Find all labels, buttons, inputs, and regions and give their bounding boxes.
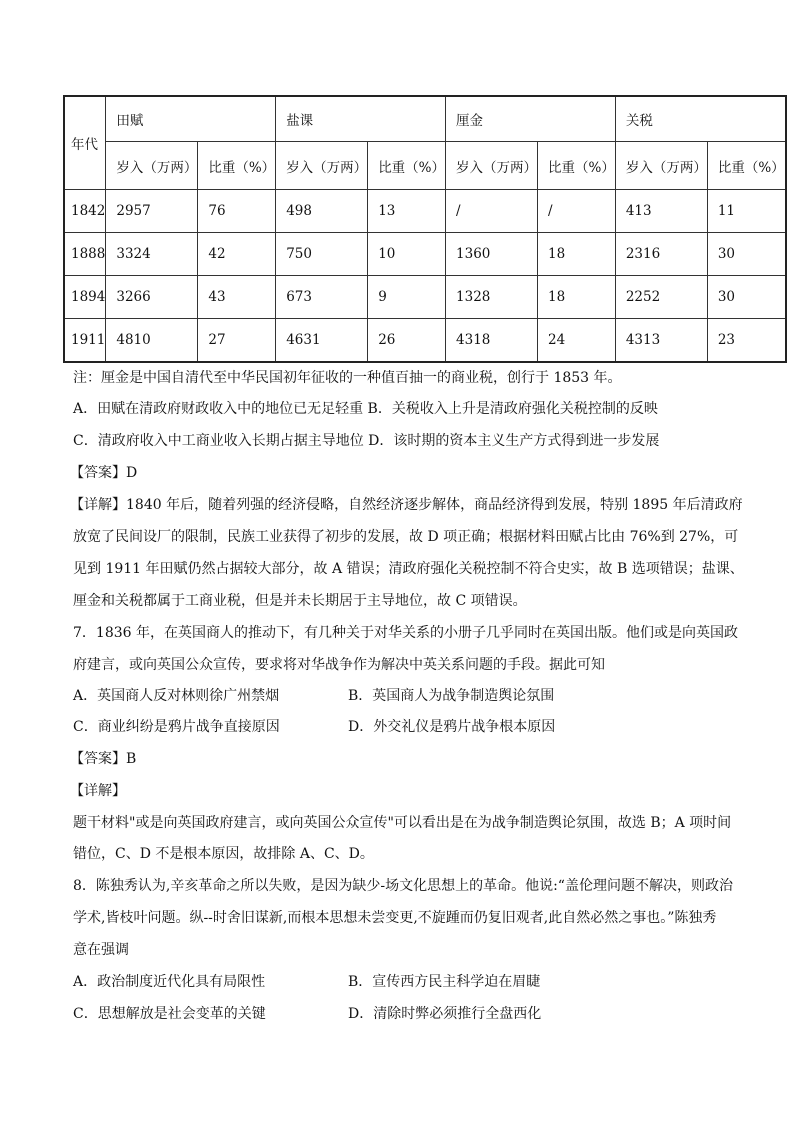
q8-stem-line: 意在强调	[73, 942, 129, 958]
table-cell: 4631	[276, 319, 368, 363]
table-cell: 2252	[615, 276, 707, 319]
table-cell: /	[538, 190, 616, 233]
q7-detail-line: 错位，C、D 不是根本原因，故排除 A、C、D。	[73, 846, 374, 862]
table-cell: 1360	[446, 233, 538, 276]
q7-option-a: A．英国商人反对林则徐广州禁烟	[73, 688, 280, 704]
table-cell: 26	[368, 319, 446, 363]
subheader-revenue: 岁入（万两）	[446, 142, 538, 190]
year-cell: 1894	[64, 276, 106, 319]
q7-detail-line: 题干材料"或是向英国政府建言，或向英国公众宣传"可以看出是在为战争制造舆论氛围，故选 B；A 项时间	[73, 815, 732, 831]
table-cell: 498	[276, 190, 368, 233]
q6-detail-line: 【详解】1840 年后，随着列强的经济侵略，自然经济逐步解体，商品经济得到发展，特别 1895 年后清政府	[70, 497, 743, 513]
table-cell: 18	[538, 276, 616, 319]
year-cell: 1842	[64, 190, 106, 233]
table-cell: 11	[707, 190, 785, 233]
table-cell: 3266	[106, 276, 198, 319]
group-header-tianfu: 田赋	[106, 96, 276, 142]
q7-stem-line: 府建言，或向英国公众宣传，要求将对华战争作为解决中英关系问题的手段。据此可知	[73, 657, 605, 673]
year-header: 年代	[64, 96, 106, 190]
table-row	[64, 233, 786, 276]
table-cell: 18	[538, 233, 616, 276]
q7-options-row	[73, 686, 713, 706]
table-row	[64, 276, 786, 319]
table-cell: 413	[615, 190, 707, 233]
subheader-revenue: 岁入（万两）	[615, 142, 707, 190]
q6-detail-line: 放宽了民间设厂的限制，民族工业获得了初步的发展，故 D 项正确；根据材料田赋占比由 76%到 27%，可	[73, 529, 739, 545]
table-cell: 27	[198, 319, 276, 363]
q8-option-b: B．宣传西方民主科学迫在眉睫	[348, 974, 541, 990]
table-cell: 13	[368, 190, 446, 233]
table-header-row	[64, 96, 786, 142]
table-cell: 2957	[106, 190, 198, 233]
q6-detail-line: 见到 1911 年田赋仍然占据较大部分，故 A 错误；清政府强化关税控制不符合史实，故 B 选项错误；盐课、	[73, 561, 744, 577]
table-cell: 4318	[446, 319, 538, 363]
table-cell: 673	[276, 276, 368, 319]
q7-option-b: B．英国商人为战争制造舆论氛围	[348, 688, 555, 704]
table-cell: 30	[707, 276, 785, 319]
table-row	[64, 190, 786, 233]
q7-answer: 【答案】B	[70, 751, 137, 767]
subheader-revenue: 岁入（万两）	[276, 142, 368, 190]
table-note: 注：厘金是中国自清代至中华民国初年征收的一种值百抽一的商业税，创行于 1853 年。	[73, 370, 622, 386]
year-cell: 1888	[64, 233, 106, 276]
table-cell: 3324	[106, 233, 198, 276]
subheader-revenue: 岁入（万两）	[106, 142, 198, 190]
q8-stem-line: 8．陈独秀认为,辛亥革命之所以失败，是因为缺少-场文化思想上的革命。他说:“盖伦理问题不解决，则政治	[73, 878, 733, 894]
table-row	[64, 319, 786, 363]
tax-revenue-table	[63, 95, 787, 363]
q8-options-row	[73, 972, 713, 992]
q6-detail-line: 厘金和关税都属于工商业税，但是并未长期居于主导地位，故 C 项错误。	[73, 593, 527, 609]
table-cell: 10	[368, 233, 446, 276]
group-header-guanshui: 关税	[615, 96, 785, 142]
year-cell: 1911	[64, 319, 106, 363]
group-header-yanke: 盐课	[276, 96, 446, 142]
table-subheader-row	[64, 142, 786, 190]
q6-answer: 【答案】D	[70, 465, 138, 481]
q7-options-row	[73, 717, 713, 737]
table-cell: 23	[707, 319, 785, 363]
subheader-share: 比重（%）	[368, 142, 446, 190]
table-cell: 4810	[106, 319, 198, 363]
subheader-share: 比重（%）	[198, 142, 276, 190]
table-cell: 30	[707, 233, 785, 276]
q6-options-ab: A．田赋在清政府财政收入中的地位已无足轻重 B．关税收入上升是清政府强化关税控制的反映	[73, 401, 658, 417]
table-cell: 750	[276, 233, 368, 276]
q8-option-a: A．政治制度近代化具有局限性	[73, 974, 266, 990]
q8-option-d: D．清除时弊必须推行全盘西化	[348, 1006, 542, 1022]
table-cell: 1328	[446, 276, 538, 319]
table-cell: 42	[198, 233, 276, 276]
q8-option-c: C．思想解放是社会变革的关键	[73, 1006, 266, 1022]
q6-options-cd: C．清政府收入中工商业收入长期占据主导地位 D．该时期的资本主义生产方式得到进一步发展	[73, 433, 660, 449]
subheader-share: 比重（%）	[707, 142, 785, 190]
q7-option-c: C．商业纠纷是鸦片战争直接原因	[73, 719, 280, 735]
table-cell: 24	[538, 319, 616, 363]
q8-options-row	[73, 1004, 713, 1024]
table-cell: 43	[198, 276, 276, 319]
group-header-lijin: 厘金	[446, 96, 616, 142]
table-cell: 9	[368, 276, 446, 319]
subheader-share: 比重（%）	[538, 142, 616, 190]
q7-stem-line: 7．1836 年，在英国商人的推动下，有几种关于对华关系的小册子几乎同时在英国出版。他们或是向英国政	[73, 625, 738, 641]
table-cell: /	[446, 190, 538, 233]
table-cell: 76	[198, 190, 276, 233]
q7-detail-label: 【详解】	[70, 783, 126, 799]
table-cell: 4313	[615, 319, 707, 363]
q7-option-d: D．外交礼仪是鸦片战争根本原因	[348, 719, 556, 735]
q8-stem-line: 学术,皆枝叶问题。纵--时舍旧谋新,而根本思想未尝变更,不旋踵而仍复旧观者,此自然必然之事也。”陈独秀	[73, 910, 717, 926]
table-cell: 2316	[615, 233, 707, 276]
